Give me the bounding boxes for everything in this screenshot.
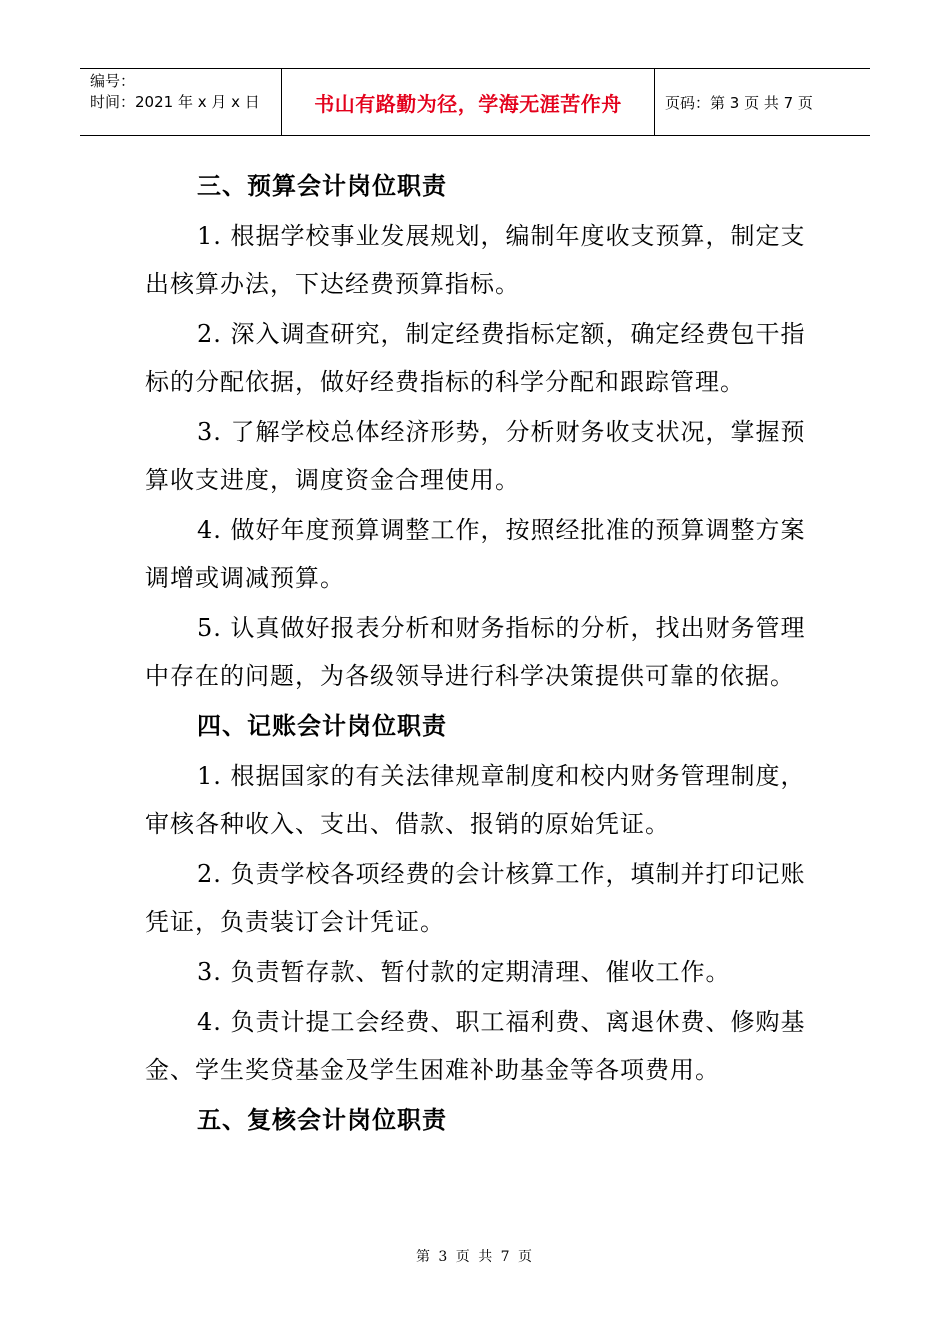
paragraph: 2. 深入调查研究，制定经费指标定额，确定经费包干指标的分配依据，做好经费指标的科学分配和跟踪管理。	[145, 320, 806, 396]
paragraph: 4. 做好年度预算调整工作，按照经批准的预算调整方案调增或调减预算。	[145, 516, 806, 592]
paragraph: 4. 负责计提工会经费、职工福利费、离退休费、修购基金、学生奖贷基金及学生困难补助基金等各项费用。	[145, 1008, 806, 1084]
page-footer: 第 3 页 共 7 页	[415, 1249, 535, 1265]
section-heading: 三、预算会计岗位职责	[197, 172, 447, 200]
document-body	[145, 162, 810, 1146]
header-meta-cell	[80, 69, 282, 135]
section-heading: 五、复核会计岗位职责	[197, 1106, 447, 1134]
header-page-cell	[655, 69, 870, 135]
header-page-label: 页码：第 3 页 共 7 页	[665, 93, 813, 112]
paragraph: 1. 根据国家的有关法律规章制度和校内财务管理制度，审核各种收入、支出、借款、报销的原始凭证。	[145, 762, 806, 838]
header-motto-cell	[282, 69, 655, 135]
paragraph: 5. 认真做好报表分析和财务指标的分析，找出财务管理中存在的问题，为各级领导进行科学决策提供可靠的依据。	[145, 614, 806, 690]
header-motto: 书山有路勤为径，学海无涯苦作舟	[314, 91, 622, 116]
paragraph: 3. 了解学校总体经济形势，分析财务收支状况，掌握预算收支进度，调度资金合理使用。	[145, 418, 806, 494]
section-heading: 四、记账会计岗位职责	[197, 712, 447, 740]
paragraph: 3. 负责暂存款、暂付款的定期清理、催收工作。	[197, 958, 731, 986]
document-number-label: 编号：	[90, 72, 136, 90]
document-header	[80, 68, 870, 136]
document-time-label: 时间：2021 年 x 月 x 日	[90, 93, 260, 111]
paragraph: 1. 根据学校事业发展规划，编制年度收支预算，制定支出核算办法，下达经费预算指标。	[145, 222, 806, 298]
paragraph: 2. 负责学校各项经费的会计核算工作，填制并打印记账凭证，负责装订会计凭证。	[145, 860, 806, 936]
